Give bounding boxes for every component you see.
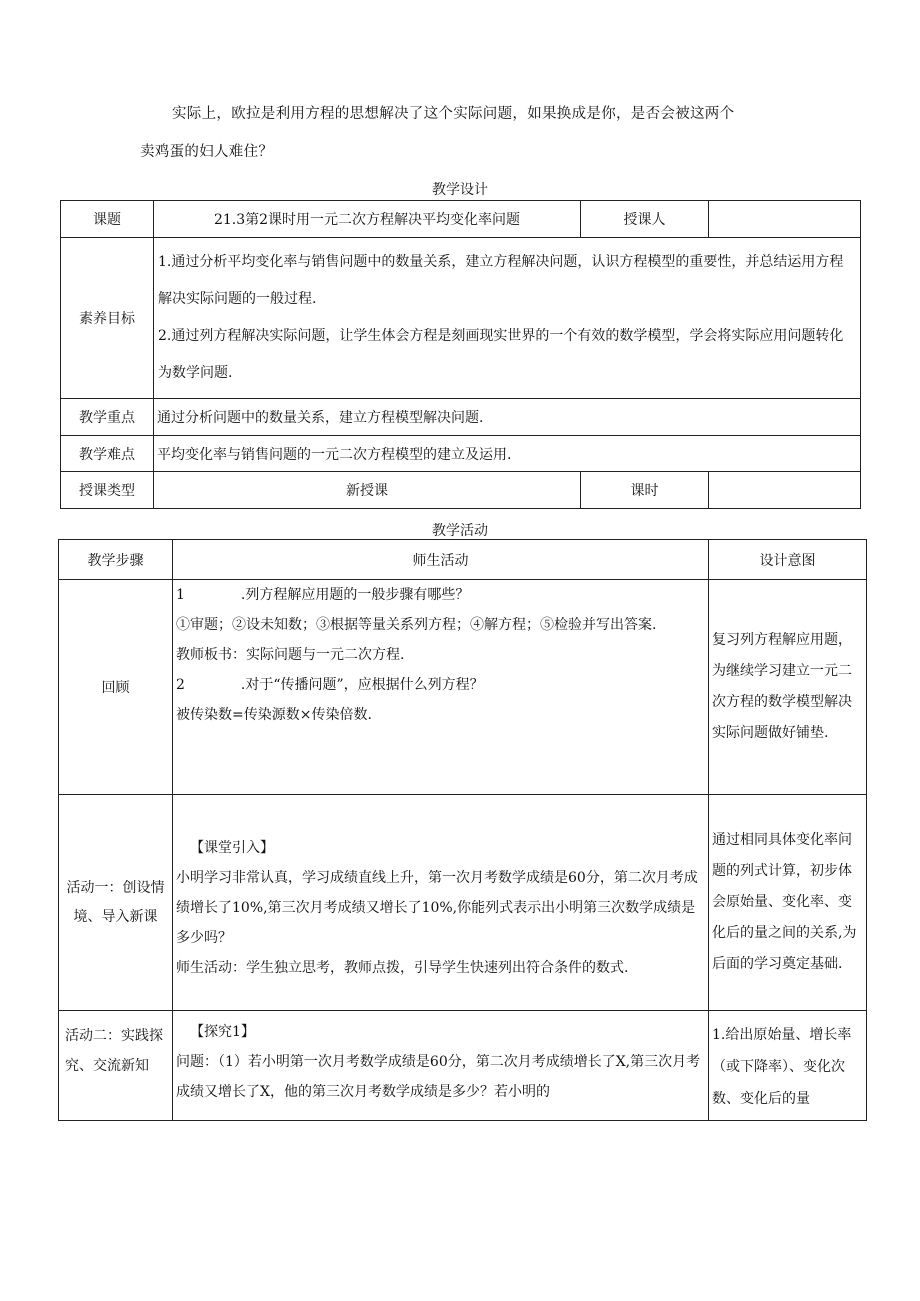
activities-table — [58, 539, 867, 1121]
goals-label: 素养目标 — [61, 238, 154, 399]
type-value: 新授课 — [154, 472, 581, 509]
review-activity — [173, 580, 709, 795]
act2-heading: 【探究1】 — [190, 1024, 255, 1040]
teacher-label: 授课人 — [581, 201, 709, 238]
act1-heading: 【课堂引入】 — [190, 839, 274, 856]
act2-step: 活动二：实践探究、交流新知 — [59, 1011, 173, 1121]
review-q1-text: .列方程解应用题的一般步骤有哪些？ — [240, 587, 470, 603]
intro-line-1: 实际上，欧拉是利用方程的思想解决了这个实际问题，如果换成是你，是否会被这两个 — [172, 106, 735, 122]
review-q1 — [176, 580, 704, 610]
intro-line-2: 卖鸡蛋的妇人难住？ — [140, 144, 274, 160]
act1-step: 活动一：创设情境、导入新课 — [59, 795, 173, 1011]
review-q2 — [176, 670, 704, 700]
review-q1-num: 1 — [176, 587, 185, 603]
review-step: 回顾 — [59, 580, 173, 795]
difficulty-value: 平均变化率与销售问题的一元二次方程模型的建立及运用. — [154, 436, 861, 472]
review-a2: 被传染数=传染源数×传染倍数. — [176, 707, 372, 723]
hours-value — [709, 472, 861, 509]
review-intent: 复习列方程解应用题，为继续学习建立一元二次方程的数学模型解决实际问题做好铺垫. — [709, 580, 867, 795]
key-value: 通过分析问题中的数量关系，建立方程模型解决问题. — [154, 399, 861, 436]
goal-2: 2.通过列方程解决实际问题，让学生体会方程是刻画现实世界的一个有效的数学模型，学会将实际应用问题转化为数学问题. — [158, 328, 844, 381]
review-board: 教师板书：实际问题与一元二次方程. — [176, 647, 405, 663]
act2-intent: 1.给出原始量、增长率（或下降率）、变化次数、变化后的量 — [709, 1011, 867, 1121]
design-table — [60, 200, 861, 509]
review-a1: ①审题；②设未知数；③根据等量关系列方程；④解方程；⑤检验并写出答案. — [176, 617, 657, 633]
header-activity: 师生活动 — [173, 540, 709, 580]
act1-teacher: 师生活动：学生独立思考，教师点拨，引导学生快速列出符合条件的数式. — [176, 959, 629, 976]
header-step: 教学步骤 — [59, 540, 173, 580]
act1-activity — [173, 795, 709, 1011]
header-intent: 设计意图 — [709, 540, 867, 580]
review-q2-num: 2 — [176, 677, 185, 693]
act2-activity — [173, 1011, 709, 1121]
key-label: 教学重点 — [61, 399, 154, 436]
teacher-value — [709, 201, 861, 238]
act2-text: 问题：（1）若小明第一次月考数学成绩是60分，第二次月考成绩增长了X,第三次月考成绩又增长了X，他的第三次月考数学成绩是多少？若小明的 — [176, 1054, 701, 1100]
act1-intent: 通过相同具体变化率问题的列式计算，初步体会原始量、变化率、变化后的量之间的关系,为后面的学习奠定基础. — [709, 795, 867, 1011]
goal-1: 1.通过分析平均变化率与销售问题中的数量关系，建立方程解决问题，认识方程模型的重要性，并总结运用方程解决实际问题的一般过程. — [158, 254, 844, 307]
hours-label: 课时 — [581, 472, 709, 509]
topic-label: 课题 — [61, 201, 154, 238]
activities-caption: 教学活动 — [432, 523, 488, 539]
topic-value: 21.3第2课时用一元二次方程解决平均变化率问题 — [154, 201, 581, 238]
review-q2-text: .对于“传播问题”，应根据什么列方程？ — [240, 677, 484, 693]
act1-text: 小明学习非常认真，学习成绩直线上升，第一次月考数学成绩是60分，第二次月考成绩增长了10%,第三次月考成绩又增长了10%,你能列式表示出小明第三次数学成绩是多少吗？ — [176, 869, 698, 946]
difficulty-label: 教学难点 — [61, 436, 154, 472]
goals-content — [154, 238, 861, 399]
design-caption: 教学设计 — [432, 182, 488, 198]
type-label: 授课类型 — [61, 472, 154, 509]
